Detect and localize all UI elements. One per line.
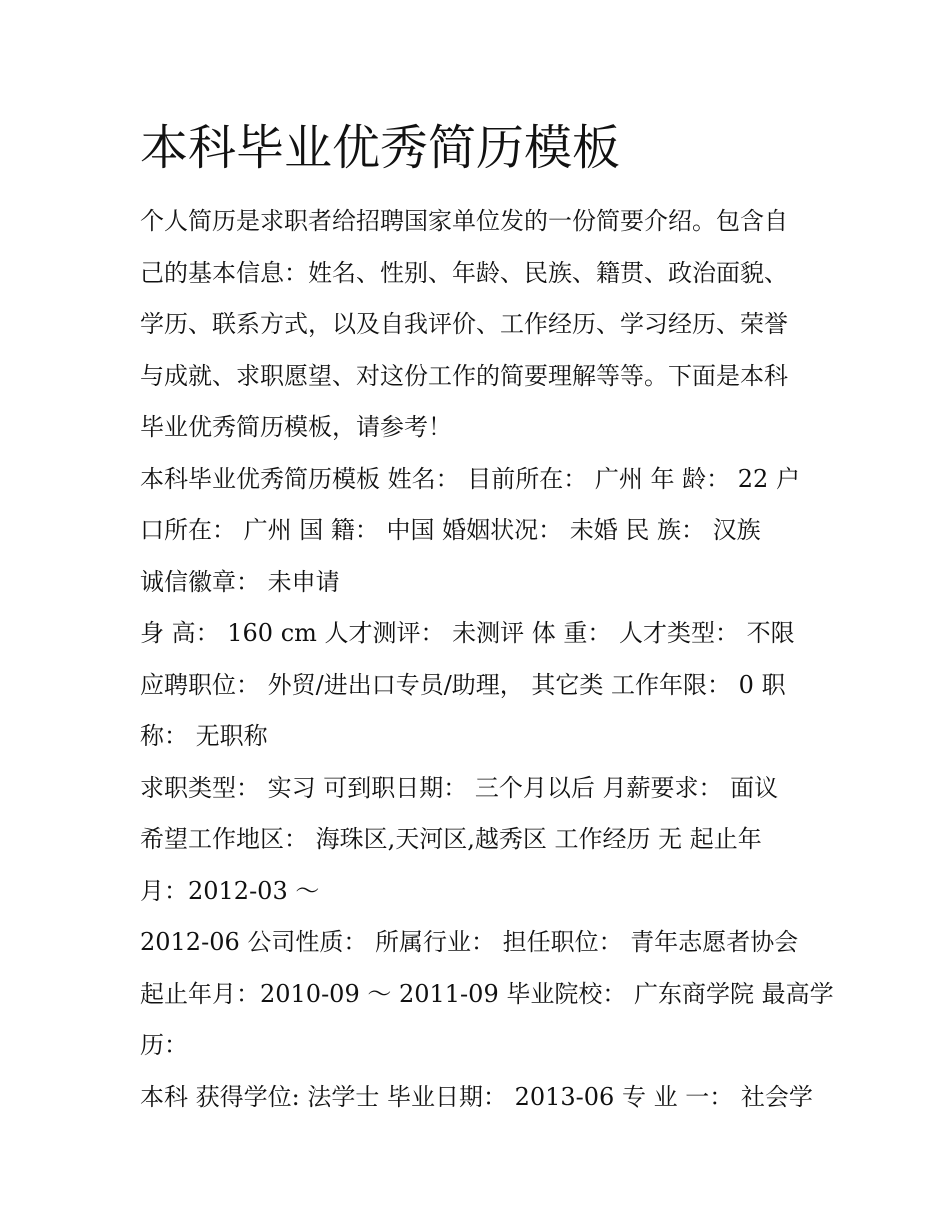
body-line: 应聘职位： 外贸/进出口专员/助理， 其它类 工作年限： 0 职 [140, 670, 786, 699]
body-line: 求职类型： 实习 可到职日期： 三个月以后 月薪要求： 面议 [140, 773, 779, 802]
body-line: 历： [140, 1031, 188, 1059]
body-line: 身 高： 160 cm 人才测评： 未测评 体 重： 人才类型： 不限 [140, 619, 795, 647]
body-line: 称： 无职称 [140, 722, 268, 750]
document-title: 本科毕业优秀简历模板 [140, 120, 621, 176]
body-line: 口所在： 广州 国 籍： 中国 婚姻状况： 未婚 民 族： 汉族 [140, 516, 761, 544]
body-line: 个人简历是求职者给招聘国家单位发的一份简要介绍。包含自 [140, 207, 788, 235]
body-line: 2012-06 公司性质： 所属行业： 担任职位： 青年志愿者协会 [140, 928, 799, 956]
body-line: 本科 获得学位: 法学士 毕业日期： 2013-06 专 业 一： 社会学 [140, 1082, 813, 1111]
body-line: 学历、联系方式，以及自我评价、工作经历、学习经历、荣誉 [140, 310, 788, 338]
body-line: 诚信徽章： 未申请 [140, 567, 340, 596]
body-line: 月：2012-03 ～ [140, 876, 320, 905]
body-line: 希望工作地区： 海珠区,天河区,越秀区 工作经历 无 起止年 [140, 825, 762, 853]
body-line: 己的基本信息：姓名、性别、年龄、民族、籍贯、政治面貌、 [140, 258, 788, 287]
body-line: 与成就、求职愿望、对这份工作的简要理解等等。下面是本科 [140, 361, 788, 390]
body-line: 起止年月：2010-09 ～ 2011-09 毕业院校： 广东商学院 最高学 [140, 979, 834, 1008]
body-line: 本科毕业优秀简历模板 姓名： 目前所在： 广州 年 龄： 22 户 [140, 464, 800, 493]
document-body [140, 196, 834, 1123]
body-line: 毕业优秀简历模板，请参考！ [140, 413, 452, 441]
